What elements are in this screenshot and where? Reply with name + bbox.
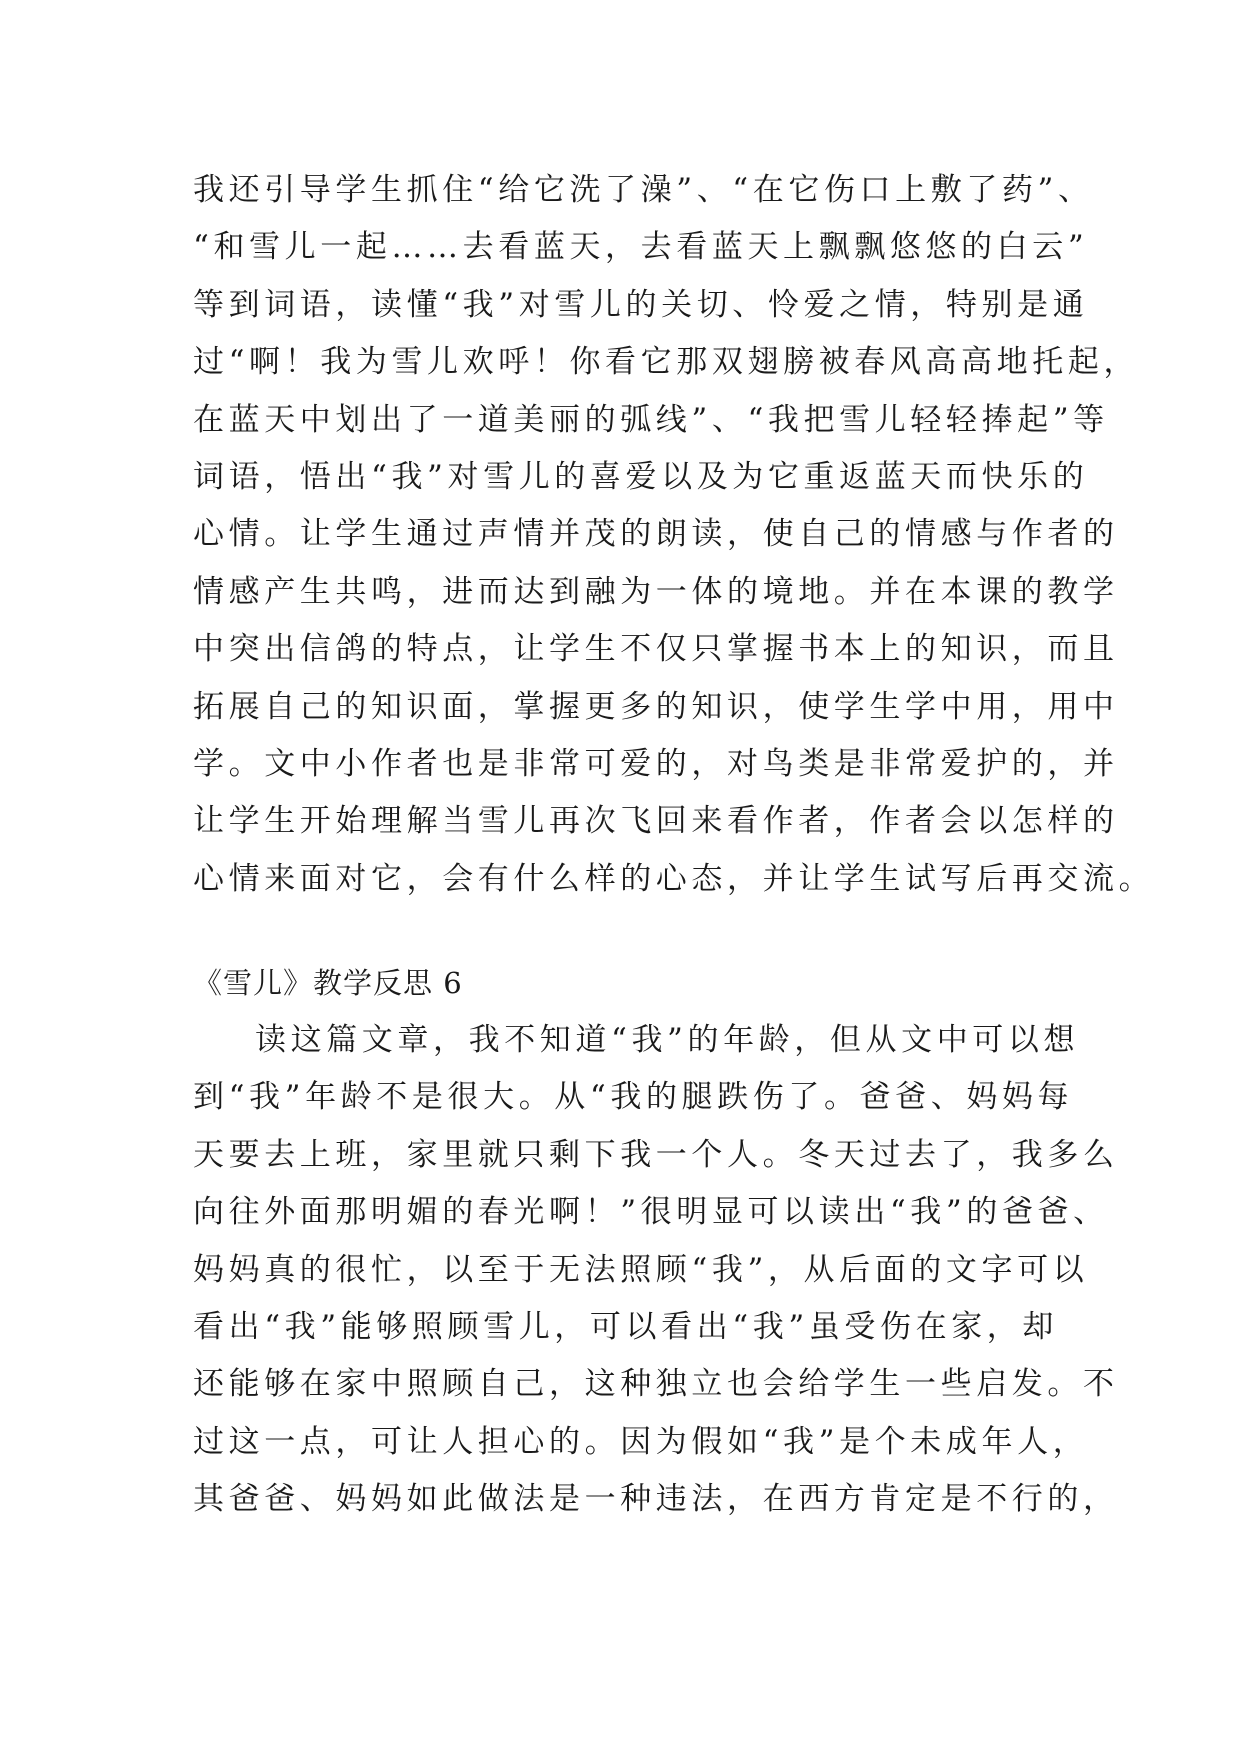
- text-line: 在蓝天中划出了一道美丽的弧线”、“我把雪儿轻轻捧起”等: [193, 401, 1109, 438]
- text-line: 看出“我”能够照顾雪儿，可以看出“我”虽受伤在家，却: [193, 1309, 1058, 1346]
- text-line: 到“我”年龄不是很大。从“我的腿跌伤了。爸爸、妈妈每: [193, 1079, 1074, 1116]
- text-line: 我还引导学生抓住“给它洗了澡”、“在它伤口上敷了药”、: [193, 172, 1094, 208]
- text-line: 拓展自己的知识面，掌握更多的知识，使学生学中用，用中: [193, 688, 1119, 725]
- text-line: 妈妈真的很忙，以至于无法照顾“我”，从后面的文字可以: [193, 1251, 1089, 1288]
- text-line: 学。文中小作者也是非常可爱的，对鸟类是非常爱护的，并: [193, 745, 1119, 782]
- text-line: 词语，悟出“我”对雪儿的喜爱以及为它重返蓝天而快乐的: [193, 458, 1089, 495]
- section-heading: 《雪儿》教学反思 6: [193, 966, 463, 1001]
- text-line: 天要去上班，家里就只剩下我一个人。冬天过去了，我多么: [193, 1136, 1119, 1173]
- text-line: 其爸爸、妈妈如此做法是一种违法，在西方肯定是不行的，: [193, 1481, 1119, 1518]
- text-line: 情感产生共鸣，进而达到融为一体的境地。并在本课的教学: [193, 573, 1119, 610]
- text-line: 让学生开始理解当雪儿再次飞回来看作者，作者会以怎样的: [193, 803, 1119, 840]
- text-line: 读这篇文章，我不知道“我”的年龄，但从文中可以想: [255, 1022, 1080, 1059]
- text-line: 等到词语，读懂“我”对雪儿的关切、怜爱之情，特别是通: [193, 286, 1089, 323]
- text-line: 过这一点，可让人担心的。因为假如“我”是个未成年人，: [193, 1423, 1089, 1460]
- paragraph-reflection-6: [193, 1012, 1119, 1529]
- text-line: “和雪儿一起……去看蓝天，去看蓝天上飘飘悠悠的白云”: [193, 229, 1089, 266]
- text-line: 向往外面那明媚的春光啊！”很明显可以读出“我”的爸爸、: [193, 1194, 1109, 1231]
- text-line: 还能够在家中照顾自己，这种独立也会给学生一些启发。不: [193, 1366, 1119, 1403]
- text-line: 过“啊！我为雪儿欢呼！你看它那双翅膀被春风高高地托起，: [193, 344, 1140, 381]
- text-line: 心情来面对它，会有什么样的心态，并让学生试写后再交流。: [193, 860, 1155, 897]
- document-page: [193, 162, 1155, 1529]
- paragraph-reflection-5: [193, 162, 1155, 908]
- text-line: 心情。让学生通过声情并茂的朗读，使自己的情感与作者的: [193, 516, 1119, 553]
- text-line: 中突出信鸽的特点，让学生不仅只掌握书本上的知识，而且: [193, 631, 1119, 668]
